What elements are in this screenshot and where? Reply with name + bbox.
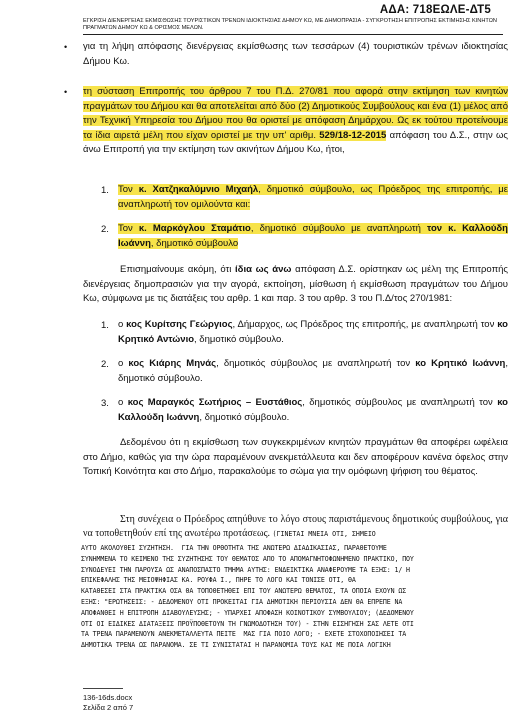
footer-divider bbox=[83, 688, 123, 689]
substitute-name: κο Καλλούδη Ιωάννη bbox=[118, 397, 508, 423]
member-name: κ. Μαρκόγλου Σταμάτιο bbox=[138, 223, 251, 234]
member-name: κος Μαραγκός Σωτήριος – Ευστάθιος bbox=[127, 397, 303, 408]
member-name: κος Κιάρης Μηνάς bbox=[128, 358, 217, 369]
paragraph: Δεδομένου ότι η εκμίσθωση των συγκεκριμένων κινητών πραγμάτων θα αποφέρει ωφέλεια στο Δήμο, καθώς για την ώρα παραμένουν ανεκμετάλλευτα και δεν αποφέρουν κανένα όφελος στην Τοπική Κοινότητα και στο Δήμο, παρακαλούμε το σώμα για την ομόφωνη ψήφιση του θέματος. bbox=[83, 437, 508, 478]
footer-filename: 136-16ds.docx bbox=[83, 693, 133, 702]
substitute-name: τον κ. Καλλούδη Ιωάννη bbox=[118, 223, 508, 249]
list-item: Τον κ. Χατζηκαλύμνιο Μιχαήλ, δημοτικό σύμβουλο, ως Πρόεδρος της επιτροπής, με αναπληρωτή τον ομιλούντα και: bbox=[118, 184, 509, 210]
substitute-name: κο Κρητικό Ιωάννη bbox=[415, 358, 506, 369]
committee-text-end: απόφαση του Δ.Σ., στην ως άνω Επιτροπή για την εκτίμηση των ακινήτων Δήμου Κω, ήτοι, bbox=[83, 129, 508, 156]
member-name: κ. Χατζηκαλύμνιο Μιχαήλ bbox=[138, 184, 259, 195]
bullet-marker: • bbox=[64, 87, 68, 97]
list-number: 2. bbox=[101, 224, 109, 235]
list-number: 1. bbox=[101, 320, 109, 331]
header-subject: ΕΓΚΡΙΣΗ ΔΙΕΝΕΡΓΕΙΑΣ ΕΚΜΙΣΘΩΣΗΣ ΤΟΥΡΙΣΤΙΚΩΝ ΤΡΕΝΩΝ ΙΔΙΟΚΤΗΣΙΑΣ ΔΗΜΟΥ ΚΩ, ΜΕ ΔΗΜΟΠΡΑΣΙΑ - ΣΥΓΚΡΟΤΗΣΗ ΕΠΙΤΡΟΠΗΣ ΕΚΤΙΜΗΣΗΣ ΚΙΝΗΤΩΝ ΠΡΑΓΜΑΤΩΝ ΔΗΜΟΥ ΚΩ & ΟΡΙΣΜΟΣ ΜΕΛΩΝ. bbox=[83, 18, 497, 31]
header-divider bbox=[83, 34, 503, 35]
list-number: 1. bbox=[101, 185, 109, 196]
paragraph: Στη συνέχεια ο Πρόεδρος απηύθυνε το λόγο στους παριστάμενους δημοτικούς συμβούλους, για να τοποθετηθούν επί της ανωτέρω προτάσεως. (ΓΙΝΕΤΑΙ ΜΝΕΙΑ ΟΤΙ, ΣΗΜΕΙΟ bbox=[83, 514, 508, 539]
member-name: κος Κυρίτσης Γεώργιος bbox=[126, 319, 233, 330]
decision-number: 529/18-12-2015 bbox=[319, 129, 387, 141]
bullet-item-trains: για τη λήψη απόφασης διενέργειας εκμίσθωσης των τεσσάρων (4) τουριστικών τρένων ιδιοκτησίας Δήμου Κω. bbox=[83, 41, 508, 67]
transcript-block: ΑΥΤΟ ΑΚΟΛΟΥΘΕΙ ΣΥΖΗΤΗΣΗ. ΓΙΑ ΤΗΝ ΟΡΘΟΤΗΤΑ ΤΗΣ ΑΝΩΤΕΡΩ ΔΙΑΔΙΚΑΣΙΑΣ, ΠΑΡΑΘΕΤΟΥΜΕ ΣΥΝΗΜΜΕΝΑ ΤΟ ΚΕΙΜΕΝΟ ΤΗΣ ΣΥΖΗΤΗΣΗΣ ΤΟΥ ΘΕΜΑΤΟΣ ΑΠΟ ΤΟ ΑΠΟΜΑΓΝΗΤΟΦΩΝΗΜΕΝΟ ΠΡΑΚΤΙΚΟ, ΠΟΥ ΣΥΝΟΔΕΥΕΙ ΤΗΝ ΠΑΡΟΥΣΑ ΩΣ ΑΝΑΠΟΣΠΑΣΤΟ ΤΜΗΜΑ ΑΥΤΗΣ: ΕΝΔΕΙΚΤΙΚΑ ΑΝΑΦΕΡΟΥΜΕ ΤΑ ΕΞΗΣ: 1/ Η ΕΠΙΚΕΦΑΛΗΣ ΤΗΣ ΜΕΙΟΨΗΦΙΑΣ ΚΑ. ΡΟΥΦΑ Ι., ΠΗΡΕ ΤΟ ΛΟΓΟ ΚΑΙ ΤΟΝΙΣΕ ΟΤΙ, ΘΑ ΚΑΤΑΘΕΣΕΙ ΣΤΑ ΠΡΑΚΤΙΚΑ ΟΣΑ ΘΑ ΤΟΠΟΘΕΤΗΘΕΙ ΕΠΙ ΤΟΥ ΑΝΩΤΕΡΩ ΘΕΜΑΤΟΣ, ΤΑ ΟΠΟΙΑ ΕΧΟΥΝ ΩΣ ΕΞΗΣ: "ΕΡΩΤΗΣΕΙΣ: - ΔΕΔΟΜΕΝΟΥ ΟΤΙ ΠΡΟΚΕΙΤΑΙ ΓΙΑ ΔΗΜΟΤΙΚΗ ΠΕΡΙΟΥΣΙΑ ΔΕΝ ΘΑ ΕΠΡΕΠΕ ΝΑ ΑΠΟΦΑΝΘΕΙ Η ΕΠΙΤΡΟΠΗ ΔΙΑΒΟΥΛΕΥΣΗΣ; - ΥΠΑΡΧΕΙ ΑΠΟΦΑΣΗ ΚΟΙΝΟΤΙΚΟΥ ΣΥΜΒΟΥΛΙΟΥ; (ΔΕΔΟΜΕΝΟΥ ΟΤΙ ΟΙ ΕΙΔΙΚΕΣ ΔΙΑΤΑΞΕΙΣ ΠΡΟΫΠΟΘΕΤΟΥΝ ΤΗ ΓΝΩΜΟΔΟΤΗΣΗ ΤΟΥ) - ΣΤΗΝ ΕΙΣΗΓΗΣΗ ΣΑΣ ΛΕΤΕ ΟΤΙ ΤΑ ΤΡΕΝΑ ΠΑΡΑΜΕΝΟΥΝ ΑΝΕΚΜΕΤΑΛΛΕΥΤΑ ΠΕΙΤΕ ΜΑΣ ΓΙΑ ΠΟΙΟ ΛΟΓΟ; - ΕΧΕΤΕ ΣΤΟΧΟΠΟΙΗΣΕΙ ΤΑ ΔΗΜΟΤΙΚΑ ΤΡΕΝΑ ΩΣ ΠΑΡΑΝΟΜΑ. ΣΕ ΤΙ ΣΥΝΙΣΤΑΤΑΙ Η ΠΑΡΑΝΟΜΙΑ ΤΟΥΣ ΚΑΙ ΜΕ ΠΟΙΑ ΛΟΓΙΚΗ bbox=[81, 544, 414, 650]
bullet-marker: • bbox=[64, 42, 68, 52]
substitute-name: κο Κρητικό Αντώνιο bbox=[118, 319, 508, 345]
list-item: ο κος Κιάρης Μηνάς, δημοτικός σύμβουλος με αναπληρωτή τον κο Κρητικό Ιωάννη, δημοτικό σύμβουλο. bbox=[118, 358, 508, 384]
list-item: Τον κ. Μαρκόγλου Σταμάτιο, δημοτικό σύμβουλο με αναπληρωτή τον κ. Καλλούδη Ιωάννη, δημοτικό σύμβουλο bbox=[118, 223, 508, 249]
list-item: ο κος Κυρίτσης Γεώργιος, Δήμαρχος, ως Πρόεδρος της επιτροπής, με αναπληρωτή τον κο Κρητικό Αντώνιο, δημοτικό σύμβουλο. bbox=[118, 319, 508, 345]
list-item: ο κος Μαραγκός Σωτήριος – Ευστάθιος, δημοτικός σύμβουλος με αναπληρωτή τον κο Καλλούδη Ιωάννη, δημοτικό σύμβουλο. bbox=[118, 397, 508, 423]
list-number: 2. bbox=[101, 359, 109, 370]
list-number: 3. bbox=[101, 398, 109, 409]
bullet-item-committee bbox=[83, 85, 508, 158]
footer-page-number: Σελίδα 2 από 7 bbox=[83, 703, 134, 712]
committee-text: τη σύσταση Επιτροπής του άρθρου 7 του Π.Δ. 270/81 που αφορά στην εκτίμηση των κινητών πραγμάτων του Δήμου και θα αποτελείται από δύο (2) Δημοτικούς Συμβούλους και ένα (1) μέλος από την Τεχνική Υπηρεσία του Δήμου που θα οριστεί με απόφαση Δημάρχου. Ως εκ τούτου προτείνουμε τα ίδια αιρετά μέλη που είχαν οριστεί με την υπ' αριθμ. bbox=[83, 86, 508, 141]
paragraph: Επισημαίνουμε ακόμη, ότι ίδια ως άνω απόφαση Δ.Σ. ορίστηκαν ως μέλη της Επιτροπής διενέργειας δημοπρασιών για την αγορά, εκποίηση, μίσθωση ή εκμίσθωση πραγμάτων του Δήμου Κω, σύμφωνα με τις διατάξεις του αρθρ. 1 και παρ. 3 του αρθρ. 3 του Π.Δ/τος 270/1981: bbox=[83, 264, 508, 305]
ada-code: ΑΔΑ: 718ΕΩΛΕ-ΔΤ5 bbox=[379, 4, 491, 16]
